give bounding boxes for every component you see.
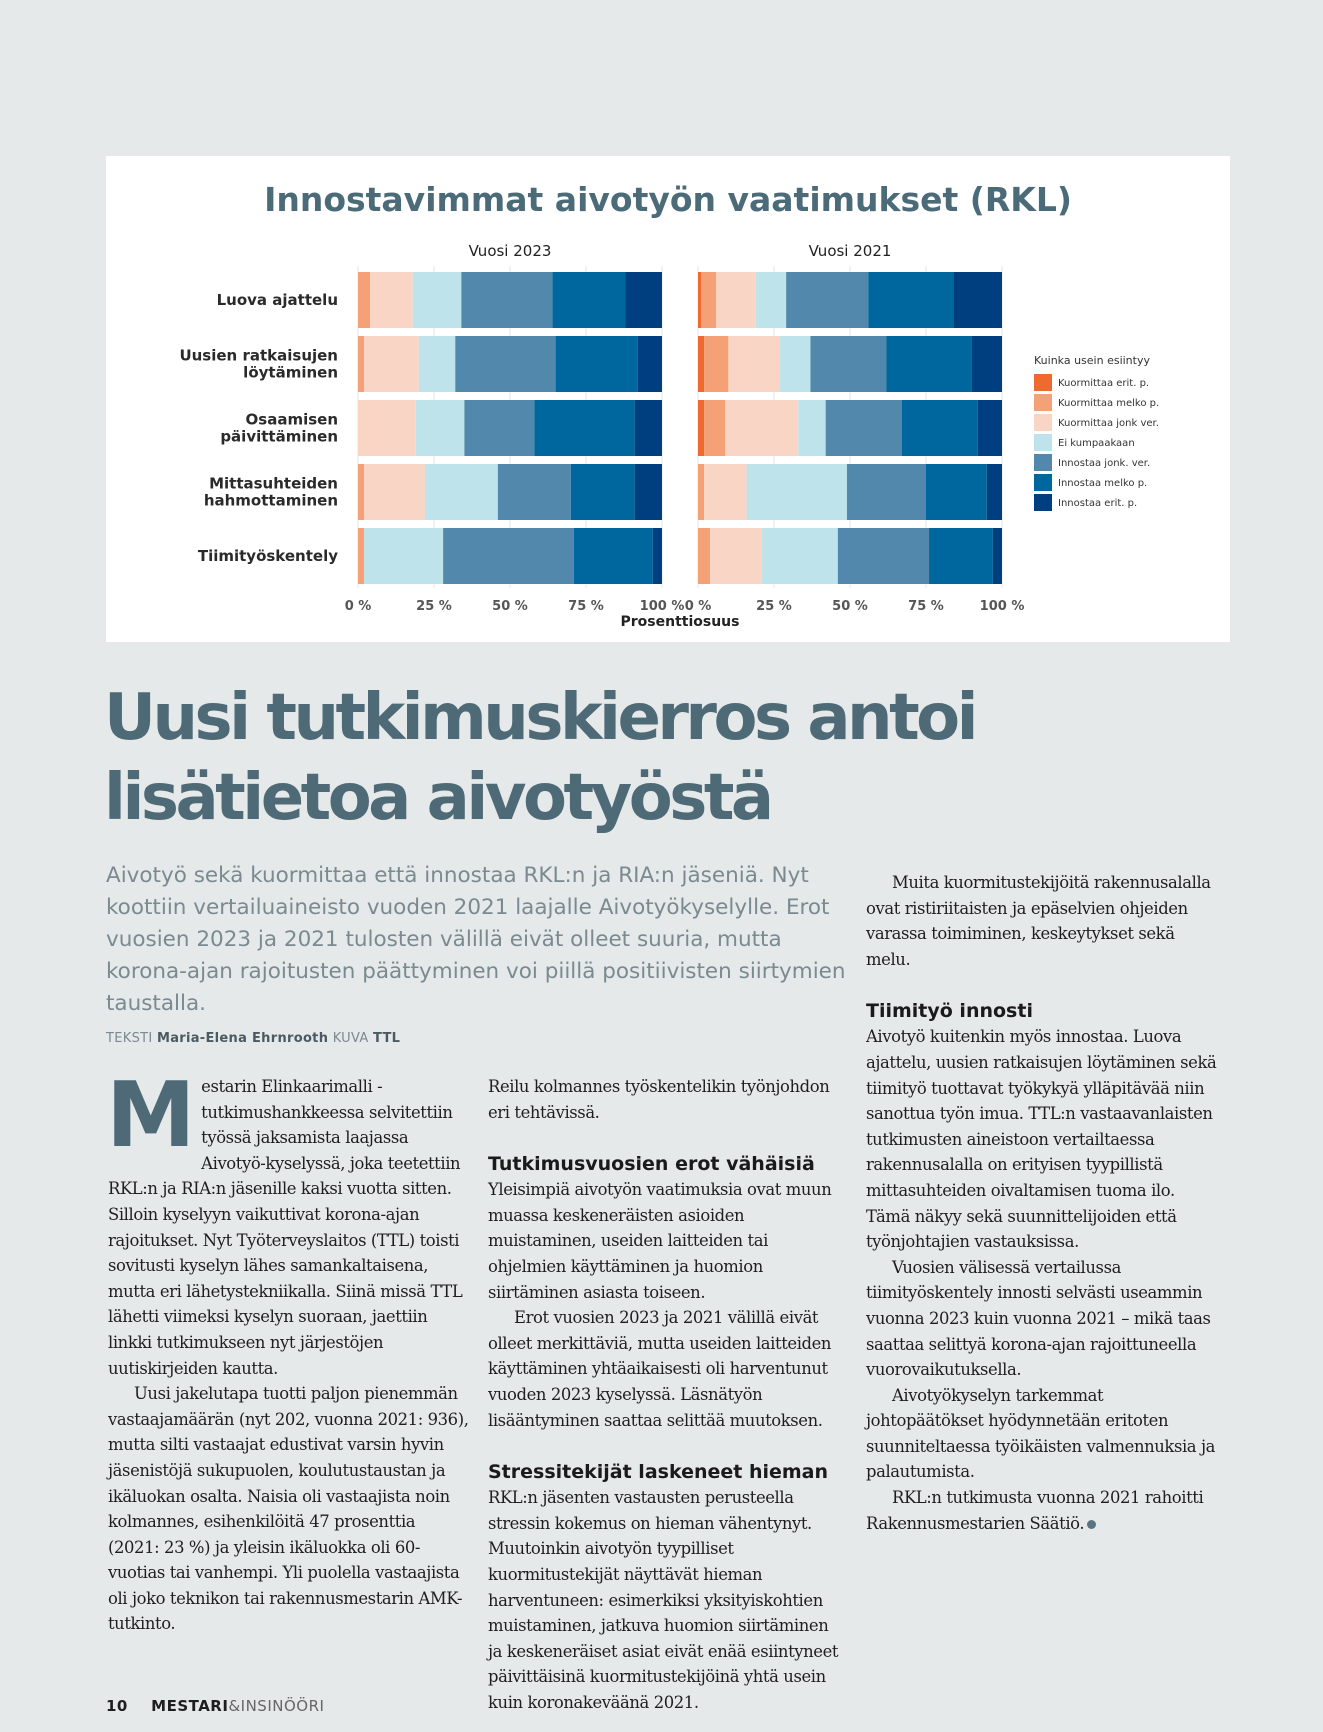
bar-segment — [455, 336, 555, 392]
category-label: Osaamisen — [245, 410, 338, 429]
article-column-3 — [866, 870, 1220, 1536]
tick-label: 25 % — [416, 599, 452, 614]
legend-label: Innostaa jonk. ver. — [1058, 458, 1151, 469]
legend-swatch — [1034, 374, 1052, 391]
headline-line-2: lisätietoa aivotyöstä — [104, 761, 771, 835]
bar-segment — [972, 336, 1002, 392]
bar-segment — [574, 528, 653, 584]
bar-segment — [728, 336, 780, 392]
paragraph: RKL:n jäsenten vastausten perusteella stressin kokemus on hieman vähentynyt. Muutoinkin aivotyön tyypilliset kuormitustekijät näyttävät hieman harventuneen: esimerkiksi yksityiskohtien muistaminen, jatkuva huomion siirtäminen ja keskeneräiset asiat eivät enää esiintyneet päivittäisinä kuormitustekijöinä yhtä usein kuin koronakeväänä 2021. — [488, 1488, 839, 1712]
tick-label: 0 % — [344, 599, 372, 614]
bar-segment — [461, 272, 552, 328]
bar-segment — [868, 272, 953, 328]
legend-label: Innostaa melko p. — [1058, 478, 1148, 489]
tick-label: 75 % — [908, 599, 944, 614]
bar-segment — [725, 400, 798, 456]
legend-title: Kuinka usein esiintyy — [1034, 354, 1150, 367]
bar-segment — [534, 400, 634, 456]
bar-segment — [987, 464, 1002, 520]
x-axis-label: Prosenttiosuus — [620, 614, 740, 630]
paragraph: Vuosien välisessä vertailussa tiimityöskentely innosti selvästi useammin vuonna 2023 kuin vuonna 2021 – mikä taas saattaa selittyä korona-ajan rajoittuneella vuorovaikutuksella. — [866, 1257, 1211, 1380]
bar-segment — [464, 400, 534, 456]
bar-segment — [698, 336, 704, 392]
legend-label: Kuormittaa melko p. — [1058, 398, 1160, 409]
paragraph: Aivotyö kuitenkin myös innostaa. Luova ajattelu, uusien ratkaisujen löytäminen sekä tiimityö tuottavat työkykyä ylläpitävää niin sanottua työn imua. TTL:n vastaavanlaisten tutkimusten aineistoon vertailtaessa rakennusalalla on erityisen tyypillistä mittasuhteiden oivaltamisen tuoma ilo. Tämä näkyy sekä suunnittelijoiden että työnjohtajien vastauksissa. — [866, 1027, 1217, 1252]
legend-swatch — [1034, 474, 1052, 491]
byline-photo: TTL — [372, 1031, 401, 1046]
bar-segment — [443, 528, 574, 584]
tick-label: 25 % — [756, 599, 792, 614]
bar-segment — [416, 400, 465, 456]
paragraph: Uusi jakelutapa tuotti paljon pienemmän vastaajamäärän (nyt 202, vuonna 2021: 936), mutta silti vastaajat edustivat varsin hyvin jäsenistöjä sukupuolen, koulutustaustan ja ikäluokan osalta. Naisia oli vastaajista noin kolmannes, esihenkilöitä 47 prosenttia (2021: 23 %) ja yleisin ikäluokka oli 60-vuotias tai vanhempi. Yli puolella vastaajista oli joko teknikon tai rakennusmestarin AMK-tutkinto. — [108, 1384, 469, 1634]
legend-label: Kuormittaa jonk ver. — [1058, 418, 1159, 429]
paragraph: Erot vuosien 2023 ja 2021 välillä eivät olleet merkittäviä, mutta useiden laitteiden käyttäminen yhtäaikaisesti oli harventunut vuoden 2023 kyselyssä. Läsnätyön lisääntyminen saattaa selittää muutoksen. — [488, 1308, 832, 1430]
bar-segment — [358, 400, 416, 456]
bar-segment — [704, 464, 747, 520]
tick-label: 0 % — [684, 599, 712, 614]
bar-segment — [929, 528, 993, 584]
bar-segment — [978, 400, 1002, 456]
bar-segment — [993, 528, 1002, 584]
bar-segment — [358, 528, 364, 584]
bar-segment — [635, 464, 662, 520]
category-label: Uusien ratkaisujen — [179, 346, 338, 365]
bar-segment — [419, 336, 455, 392]
byline-author: Maria-Elena Ehrnrooth — [156, 1031, 329, 1046]
bar-segment — [716, 272, 756, 328]
tick-label: 50 % — [832, 599, 868, 614]
bar-segment — [358, 336, 364, 392]
bar-segment — [902, 400, 978, 456]
bar-segment — [847, 464, 926, 520]
subheading: Tiimityö innosti — [866, 1000, 1033, 1023]
panel-title: Vuosi 2021 — [808, 242, 892, 260]
bar-segment — [926, 464, 987, 520]
tick-label: 100 % — [639, 599, 685, 614]
paragraph: Aivotyökyselyn tarkemmat johtopäätökset hyödynnetään eritoten suunniteltaessa työikäisten valmennuksia ja palautumista. — [866, 1385, 1216, 1482]
bar-segment — [704, 400, 725, 456]
paragraph: Yleisimpiä aivotyön vaatimuksia ovat muun muassa keskeneräisten asioiden muistaminen, useiden laitteiden tai ohjelmien käyttäminen ja huomion siirtäminen asiasta toiseen. — [488, 1180, 832, 1302]
bar-segment — [698, 464, 704, 520]
bar-segment — [425, 464, 498, 520]
bar-segment — [762, 528, 838, 584]
paragraph: Mestarin Elinkaarimalli -tutkimushankkeessa selvitettiin työssä jaksamista laajassa Aivotyö-kyselyssä, joka teetettiin RKL:n ja RIA:n jäsenille kaksi vuotta sitten. Silloin kyselyyn vaikuttivat korona-ajan rajoitukset. Nyt Työterveyslaitos (TTL) toisti sovitusti kyselyn lähes samankaltaisena, mutta eri lähetystekniikalla. Siinä missä TTL lähetti viimeksi kyselyn suoraan, jaettiin linkki tutkimukseen nyt järjestöjen uutiskirjeiden kautta. — [106, 1063, 463, 1378]
bar-segment — [635, 400, 662, 456]
article-lead: Aivotyö sekä kuormittaa että innostaa RKL:n ja RIA:n jäseniä. Nyt koottiin vertailuaineisto vuoden 2021 laajalle Aivotyökyselylle. Erot vuosien 2023 ja 2021 tulosten välillä eivät olleet suuria, mutta korona-ajan rajoitusten päättyminen voi piillä positiivisten siirtymien taustalla. — [106, 863, 846, 1016]
byline-photo-label: KUVA — [332, 1031, 369, 1046]
legend-swatch — [1034, 434, 1052, 451]
bar-segment — [810, 336, 886, 392]
stacked-bar-chart — [106, 156, 1230, 642]
byline-text-label: TEKSTI — [106, 1031, 153, 1046]
bar-segment — [653, 528, 662, 584]
category-label: hahmottaminen — [203, 491, 338, 510]
legend-swatch — [1034, 414, 1052, 431]
category-label: Luova ajattelu — [216, 291, 338, 309]
bar-segment — [780, 336, 810, 392]
bar-segment — [698, 528, 710, 584]
bar-segment — [358, 272, 370, 328]
bar-segment — [626, 272, 662, 328]
headline-line-1: Uusi tutkimuskierros antoi — [104, 681, 976, 755]
bar-segment — [826, 400, 902, 456]
chart-title: Innostavimmat aivotyön vaatimukset (RKL) — [264, 180, 1072, 219]
bar-segment — [553, 272, 626, 328]
magazine-name-suffix: &INSINÖÖRI — [228, 1697, 325, 1715]
panel-title: Vuosi 2023 — [468, 242, 552, 260]
bar-segment — [710, 528, 762, 584]
article-column-2 — [488, 1074, 842, 1715]
subheading: Stressitekijät laskeneet hieman — [488, 1461, 829, 1484]
tick-label: 100 % — [979, 599, 1025, 614]
bar-segment — [838, 528, 929, 584]
byline — [106, 1031, 400, 1046]
dropcap: M — [106, 1063, 196, 1168]
bar-segment — [747, 464, 847, 520]
paragraph: RKL:n tutkimusta vuonna 2021 rahoitti Rakennusmestarien Säätiö. — [866, 1488, 1204, 1533]
category-label: Tiimityöskentely — [197, 547, 338, 565]
bar-segment — [556, 336, 638, 392]
article-column-1 — [106, 1063, 470, 1637]
bar-segment — [798, 400, 825, 456]
bar-segment — [698, 272, 701, 328]
bar-segment — [364, 336, 419, 392]
tick-label: 50 % — [492, 599, 528, 614]
magazine-name: MESTARI — [151, 1697, 229, 1715]
bar-segment — [370, 272, 413, 328]
legend-swatch — [1034, 494, 1052, 511]
page-number: 10 — [106, 1697, 128, 1715]
legend-swatch — [1034, 394, 1052, 411]
legend-label: Innostaa erit. p. — [1058, 498, 1138, 509]
bar-segment — [638, 336, 662, 392]
bar-segment — [413, 272, 462, 328]
legend-label: Ei kumpaakaan — [1058, 438, 1135, 449]
bar-segment — [886, 336, 971, 392]
bar-segment — [364, 528, 443, 584]
paragraph: Reilu kolmannes työskentelikin työnjohdon eri tehtävissä. — [488, 1077, 830, 1122]
bar-segment — [786, 272, 868, 328]
bar-segment — [358, 464, 364, 520]
bar-segment — [756, 272, 786, 328]
page-footer — [106, 1697, 324, 1715]
bar-segment — [571, 464, 635, 520]
bar-segment — [498, 464, 571, 520]
category-label: päivittäminen — [220, 427, 338, 446]
legend-label: Kuormittaa erit. p. — [1058, 378, 1150, 389]
end-mark-icon — [1087, 1520, 1096, 1529]
category-label: Mittasuhteiden — [209, 474, 338, 493]
bar-segment — [701, 272, 716, 328]
legend-swatch — [1034, 454, 1052, 471]
category-label: löytäminen — [243, 363, 338, 382]
subheading: Tutkimusvuosien erot vähäisiä — [488, 1153, 815, 1176]
paragraph: Muita kuormitustekijöitä rakennusalalla ovat ristiriitaisten ja epäselvien ohjeiden varassa toimiminen, keskeytykset sekä melu. — [866, 873, 1211, 969]
bar-segment — [698, 400, 704, 456]
bar-segment — [364, 464, 425, 520]
chart-panel — [106, 156, 1230, 642]
article-headline — [104, 678, 1104, 838]
bar-segment — [704, 336, 728, 392]
tick-label: 75 % — [568, 599, 604, 614]
bar-segment — [953, 272, 1002, 328]
